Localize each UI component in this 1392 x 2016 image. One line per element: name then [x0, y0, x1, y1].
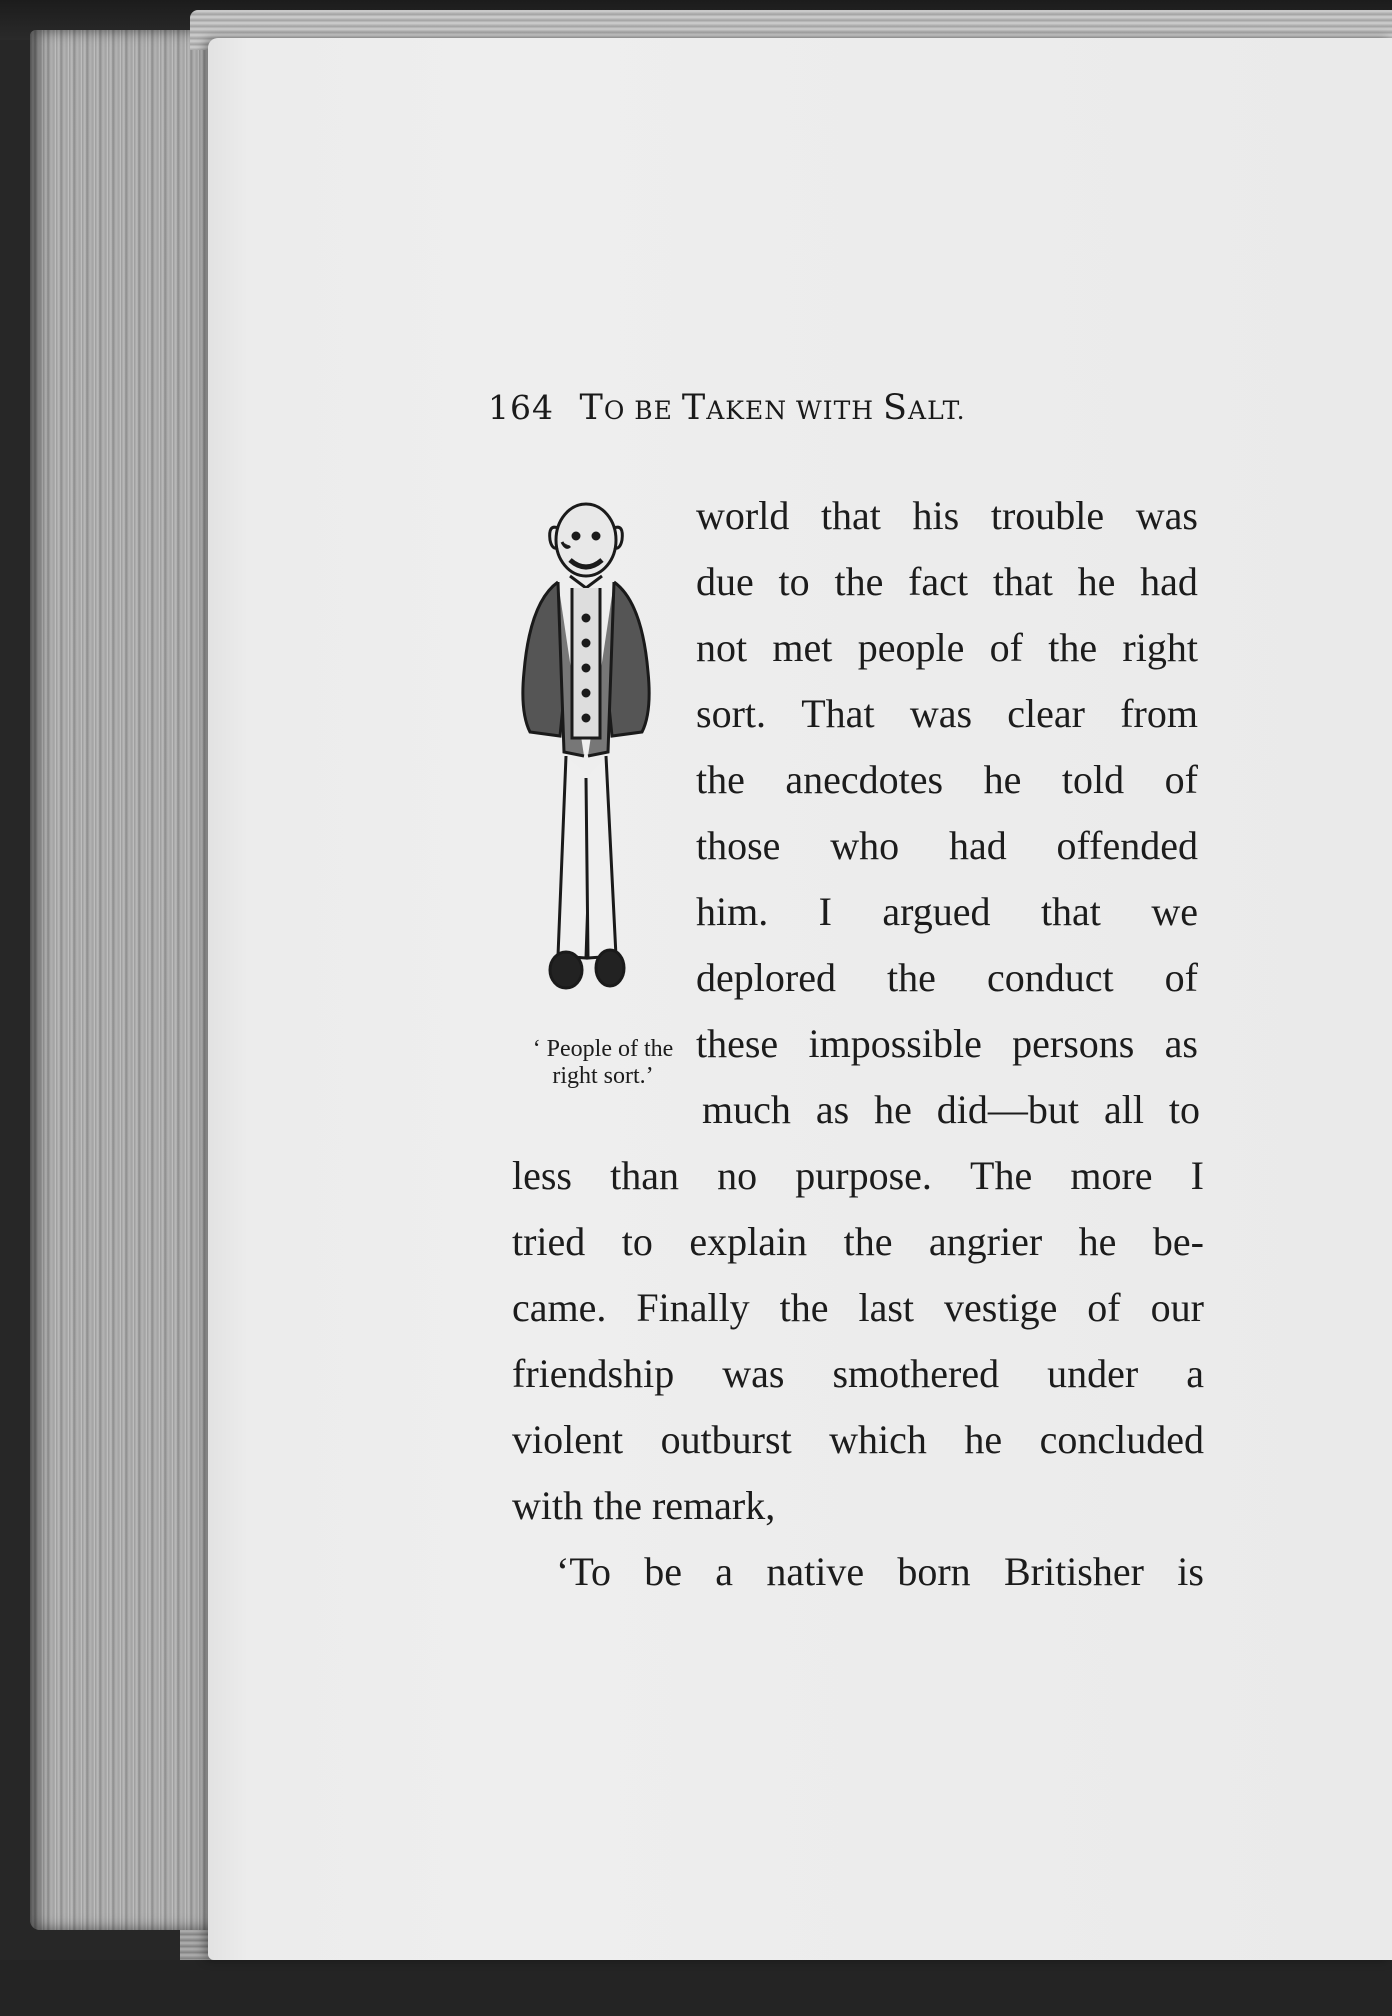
page-number: 164 — [488, 388, 554, 427]
title-part: T — [681, 388, 707, 428]
title-part: ALT. — [908, 396, 966, 425]
title-part: T — [579, 388, 604, 428]
text-line: friendship was smothered under a — [512, 1351, 1204, 1396]
text-line: due to the fact that he had — [696, 559, 1198, 604]
text-line: sort. That was clear from — [696, 691, 1198, 736]
text-line: tried to explain the angrier he be- — [512, 1219, 1204, 1264]
text-line: world that his trouble was — [696, 493, 1198, 538]
text-line: deplored the conduct of — [696, 955, 1198, 1000]
text-line: those who had offended — [696, 823, 1198, 868]
text-line: him. I argued that we — [696, 889, 1198, 934]
title-part: O BE — [603, 396, 682, 425]
text-line: these impossible persons as — [696, 1021, 1198, 1066]
text-line: violent outburst which he concluded — [512, 1417, 1204, 1462]
caption-line: ‘ People of the — [532, 1036, 674, 1062]
illustration-caption — [506, 1036, 700, 1090]
text-line: much as he did—but all to — [702, 1087, 1200, 1132]
title-part: AKEN WITH — [706, 396, 884, 425]
standing-man-illustration-icon — [500, 498, 670, 1018]
running-head — [488, 388, 966, 428]
title-part: S — [883, 388, 909, 428]
text-line: came. Finally the last vestige of our — [512, 1285, 1204, 1330]
text-line: less than no purpose. The more I — [512, 1153, 1204, 1198]
book-page-edges — [30, 30, 230, 1930]
background-bottom — [0, 1960, 1392, 2016]
text-line: not met people of the right — [696, 625, 1198, 670]
text-line: the anecdotes he told of — [696, 757, 1198, 802]
caption-line: right sort.’ — [552, 1063, 654, 1089]
text-line: with the remark, — [512, 1483, 776, 1528]
text-line: ‘To be a native born Britisher is — [556, 1549, 1204, 1594]
